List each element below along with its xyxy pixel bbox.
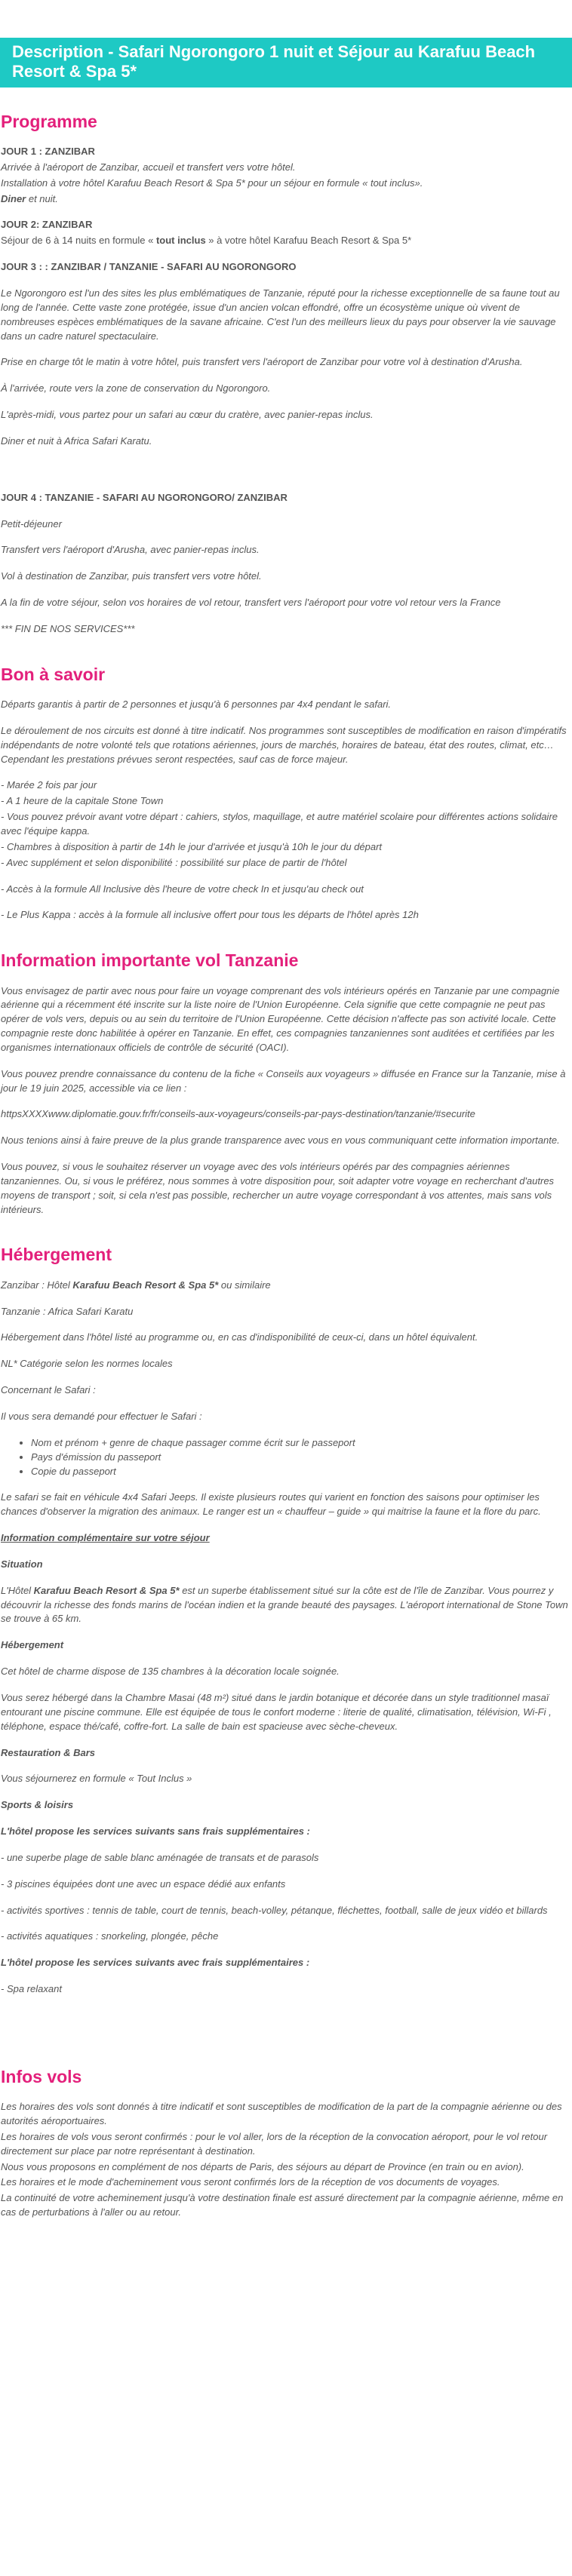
day1-line2: Installation à votre hôtel Karafuu Beach Resort & Spa 5* pour un séjour en formule « tout inclus». (1, 177, 423, 189)
situation-para (1, 1584, 570, 1627)
bon-list-item: - A 1 heure de la capitale Stone Town (1, 795, 164, 807)
paid-service-item: - Spa relaxant (1, 1983, 62, 1995)
bon-para1: Départs garantis à partir de 2 personnes et jusqu'à 6 personnes par 4x4 pendant le safari. (1, 698, 392, 711)
free-service-item: - une superbe plage de sable blanc aménagée de transats et de parasols (1, 1851, 319, 1863)
section-title-programme: Programme (1, 111, 97, 131)
section-title-bon-a-savoir: Bon à savoir (1, 664, 106, 684)
free-service-item: - 3 piscines équipées dont une avec un espace dédié aux enfants (1, 1878, 286, 1890)
day2-title: JOUR 2: ZANZIBAR (1, 219, 93, 231)
list-item: • Pays d'émission du passeport (31, 1451, 570, 1465)
bon-list-item: - Le Plus Kappa : accès à la formule all inclusive offert pour tous les départs de l'hôtel après 12h (1, 909, 419, 921)
day4-title: JOUR 4 : TANZANIE - SAFARI AU NGORONGORO/ ZANZIBAR (1, 491, 288, 503)
infos-line: Les horaires des vols sont donnés à titre indicatif et sont susceptibles de modification de la part de la compagnie aérienne ou des autorités aéroportuaires. (1, 2101, 562, 2127)
situation-text-c: est un superbe établissement situé sur la côte est de l'île de Zanzibar. Vous pourrez y découvrir la richesse des fonds marins de l'océan indien et la grande beauté des paysages. L'aéroport international de Stone Town se trouve à 65 km. (1, 1584, 568, 1625)
day4-para2: Transfert vers l'aéroport d'Arusha, avec panier-repas inclus. (1, 544, 260, 556)
day4-para1: Petit-déjeuner (1, 517, 62, 530)
free-service-item: - activités aquatiques : snorkeling, plongée, pêche (1, 1930, 219, 1942)
day2-text-b: tout inclus (155, 235, 206, 247)
hebergement-subtitle: Hébergement (1, 1639, 64, 1651)
bon-list-item: - Vous pouvez prévoir avant votre départ : cahiers, stylos, maquillage, et autre matériel scolaire pour différentes actions solidaire avec l'équipe kappa. (1, 811, 558, 837)
day3-para2: Prise en charge tôt le matin à votre hôtel, puis transfert vers l'aéroport de Zanzibar pour votre vol à destination d'Arusha. (1, 356, 523, 368)
day4-para3: Vol à destination de Zanzibar, puis transfert vers votre hôtel. (1, 570, 262, 582)
info-complementaire-title: Information complémentaire sur votre séjour (1, 1532, 210, 1544)
day3-para1: Le Ngorongoro est l'un des sites les plus emblématiques de Tanzanie, réputé pour la richesse exceptionnelle de sa faune tout au long de l'année. Cette vaste zone protégée, issue d'un ancien volcan effondré, offre un écosystème unique où vivent de nombreuses espèces emblématiques de la savane africaine. C'est l'un des meilleurs lieux du pays pour observer la vie sauvage dans un cadre naturel spectaculaire. (1, 287, 560, 342)
restauration-title: Restauration & Bars (1, 1746, 95, 1758)
vol-para2: Vous pouvez prendre connaissance du contenu de la fiche « Conseils aux voyageurs » diffusée en France sur la Tanzanie, mise à jour le 19 juin 2025, accessible via ce lien : (1, 1067, 566, 1094)
description-content (0, 112, 572, 2220)
bon-para2: Le déroulement de nos circuits est donné à titre indicatif. Nos programmes sont susceptibles de modification en raison d'impératifs indépendants de notre volonté tels que rotations aériennes, jours de marchés, horaires de bateau, état des routes, climat, etc… Cependant les prestations prévues seront respectées, sauf cas de force majeur. (1, 724, 567, 765)
free-service-item: - activités sportives : tennis de table, court de tennis, beach-volley, pétanque, fléchettes, football, salle de jeux vidéo et billards (1, 1904, 548, 1916)
paid-services-title: L'hôtel propose les services suivants avec frais supplémentaires : (1, 1957, 310, 1969)
heb-hotel-name: Karafuu Beach Resort & Spa 5* (72, 1279, 219, 1291)
list-item: • Nom et prénom + genre de chaque passager comme écrit sur le passeport (31, 1436, 570, 1451)
situation-text-a: L'Hôtel (1, 1584, 34, 1596)
vol-link: httpsXXXXwww.diplomatie.gouv.fr/fr/conseils-aux-voyageurs/conseils-par-pays-destination/tanzanie/#securite (1, 1108, 475, 1120)
section-title-infos-vols: Infos vols (1, 2066, 82, 2086)
day3-para5: Diner et nuit à Africa Safari Karatu. (1, 434, 152, 447)
heb-zanzibar-label: Zanzibar : Hôtel (1, 1279, 73, 1291)
vol-para4: Nous tenions ainsi à faire preuve de la plus grande transparence avec vous en vous communiquant cette information importante. (1, 1134, 560, 1147)
hebergement-para1: Cet hôtel de charme dispose de 135 chambres à la décoration locale soignée. (1, 1666, 340, 1678)
list-item: • Copie du passeport (31, 1465, 570, 1479)
day1-nuit: et nuit. (26, 192, 58, 204)
free-services-title: L'hôtel propose les services suivants sans frais supplémentaires : (1, 1825, 310, 1838)
bon-list-item: - Avec supplément et selon disponibilité : possibilité sur place de partir de l'hôtel (1, 856, 347, 868)
day2-line1 (1, 234, 570, 248)
bon-list-item: - Marée 2 fois par jour (1, 779, 97, 791)
day3-title: JOUR 3 : : ZANZIBAR / TANZANIE - SAFARI AU NGORONGORO (1, 261, 297, 273)
heb-para7: Le safari se fait en véhicule 4x4 Safari Jeeps. Il existe plusieurs routes qui varient en fonction des saisons pour optimiser les chances d'observer la migration des animaux. Le ranger est un « chauffeur – guide » qui maitrise la faune et la flore du parc. (1, 1491, 541, 1518)
sports-title: Sports & loisirs (1, 1799, 74, 1811)
hebergement-para2: Vous serez hébergé dans la Chambre Masai (48 m²) situé dans le jardin botanique et décorée dans un style traditionnel masaï entourant une piscine commune. Elle est équipée de tous le confort moderne : literie de qualité, climatisation, télévision, Wi-Fi , téléphone, espace thé/café, coffre-fort. La salle de bain est spacieuse avec sèche-cheveux. (1, 1691, 552, 1732)
section-title-vol-tanzanie: Information importante vol Tanzanie (1, 950, 299, 971)
infos-line: Les horaires de vols vous seront confirmés : pour le vol aller, lors de la réception de la convocation aéroport, pour le vol retour directement sur place par notre représentant à destination. (1, 2130, 548, 2157)
day4-para4: A la fin de votre séjour, selon vos horaires de vol retour, transfert vers l'aéroport pour votre vol retour vers la France (1, 597, 501, 609)
infos-line: Les horaires et le mode d'acheminement vous seront confirmés lors de la réception de vos documents de voyages. (1, 2176, 500, 2188)
vol-para5: Vous pouvez, si vous le souhaitez réserver un voyage avec des vols intérieurs opérés par des compagnies aériennes tanzaniennes. Ou, si vous le préférez, nous sommes à votre disposition pour, soit adapter votre voyage en recherchant d'autres moyens de transport ; soit, si cela n'est pas possible, rechercher un autre voyage correspondant à vos attentes, mais sans vols intérieurs. (1, 1161, 555, 1215)
safari-requirements-list (1, 1436, 570, 1479)
heb-para6: Il vous sera demandé pour effectuer le Safari : (1, 1411, 202, 1422)
day1-line1: Arrivée à l'aéroport de Zanzibar, accueil et transfert vers votre hôtel. (1, 161, 296, 173)
heb-para4: NL* Catégorie selon les normes locales (1, 1358, 173, 1370)
day3-para4: L'après-midi, vous partez pour un safari au cœur du cratère, avec panier-repas inclus. (1, 409, 374, 421)
bon-list-item: - Accès à la formule All Inclusive dès l'heure de votre check In et jusqu'au check out (1, 883, 364, 895)
heb-tanzanie: Tanzanie : Africa Safari Karatu (1, 1305, 134, 1317)
day3-para3: À l'arrivée, route vers la zone de conservation du Ngorongoro. (1, 382, 271, 395)
day1-title: JOUR 1 : ZANZIBAR (1, 146, 95, 158)
bon-list-item: - Chambres à disposition à partir de 14h le jour d'arrivée et jusqu'à 10h le jour du départ (1, 840, 383, 852)
situation-hotel-name: Karafuu Beach Resort & Spa 5* (33, 1584, 180, 1596)
restauration-para: Vous séjournerez en formule « Tout Inclus » (1, 1773, 192, 1785)
programme-end: *** FIN DE NOS SERVICES*** (1, 622, 135, 634)
situation-title: Situation (1, 1558, 43, 1570)
heb-zanzibar-suffix: ou similaire (218, 1279, 271, 1291)
day1-diner: Diner (1, 192, 26, 204)
heb-para3: Hébergement dans l'hôtel listé au programme ou, en cas d'indisponibilité de ceux-ci, dans un hôtel équivalent. (1, 1331, 478, 1343)
day2-text-c: » à votre hôtel Karafuu Beach Resort & Spa 5* (205, 235, 412, 247)
section-title-hebergement: Hébergement (1, 1245, 112, 1265)
vol-para1: Vous envisagez de partir avec nous pour faire un voyage comprenant des vols intérieurs opérés en Tanzanie par une compagnie aérienne qui a récemment été inscrite sur la liste noire de l'Union Européenne. Cela signifie que cette compagnie ne peut pas opérer de vols vers, depuis ou au sein du territoire de l'Union Européenne. Cette décision n'affecte pas son activité locale. Cette compagnie reste donc habilitée à opérer en Tanzanie. En effet, ces compagnies tanzaniennes sont auditées et certifiées par les organismes internationaux officiels de contrôle de sécurité (OACI). (1, 984, 560, 1053)
day1-line3 (1, 192, 570, 207)
infos-line: Nous vous proposons en complément de nos départs de Paris, des séjours au départ de Province (en train ou en avion). (1, 2160, 524, 2172)
heb-zanzibar (1, 1279, 570, 1293)
infos-line: La continuité de votre acheminement jusqu'à votre destination finale est assuré directement par la compagnie aérienne, même en cas de perturbations à l'aller ou au retour. (1, 2192, 564, 2218)
day2-text-a: Séjour de 6 à 14 nuits en formule « (1, 235, 156, 247)
heb-para5: Concernant le Safari : (1, 1384, 96, 1396)
page-title: Description - Safari Ngorongoro 1 nuit et Séjour au Karafuu Beach Resort & Spa 5* (0, 38, 572, 88)
